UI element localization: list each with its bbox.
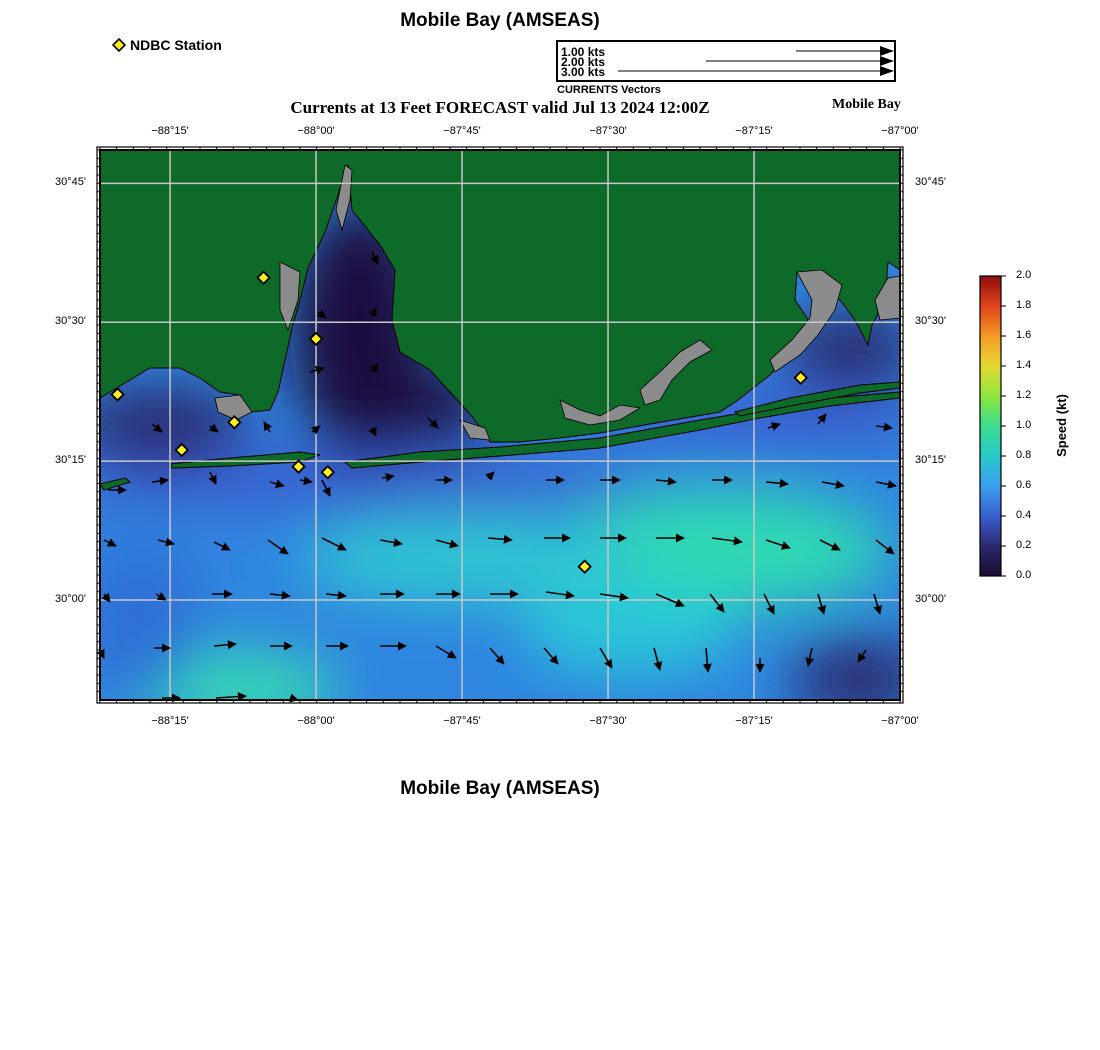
station-diamond-icon	[112, 38, 126, 52]
x-tick-label-top: −88°00'	[297, 125, 335, 137]
y-tick-label-right: 30°45'	[915, 176, 946, 189]
x-tick-label-bottom: −87°15'	[735, 715, 773, 727]
y-tick-label-right: 30°30'	[915, 315, 946, 328]
colorbar-tick-label: 1.4	[1016, 359, 1032, 371]
map-title: Mobile Bay (AMSEAS)	[400, 10, 600, 31]
colorbar-tick-label: 0.0	[1016, 569, 1032, 581]
x-tick-label-top: −87°45'	[443, 125, 481, 137]
colorbar-tick-label: 0.2	[1016, 539, 1032, 551]
colorbar-tick-label: 1.0	[1016, 419, 1032, 431]
vector-scale-3kt: 3.00 kts	[561, 65, 606, 79]
station-legend-label: NDBC Station	[130, 37, 222, 53]
colorbar-title: Speed (kt)	[1053, 394, 1069, 457]
x-tick-label-bottom: −87°45'	[443, 715, 481, 727]
station-legend	[112, 37, 222, 53]
colorbar-tick-label: 1.2	[1016, 389, 1032, 401]
colorbar-tick-label: 1.6	[1016, 329, 1032, 341]
speed-colorbar	[975, 270, 1015, 582]
y-tick-label-left: 30°30'	[55, 315, 86, 328]
colorbar-tick-label: 1.8	[1016, 299, 1032, 311]
y-tick-label-left: 30°00'	[55, 593, 86, 605]
x-tick-label-top: −87°00'	[881, 125, 919, 137]
x-tick-label-bottom: −88°15'	[151, 715, 189, 727]
region-label: Mobile Bay	[832, 97, 901, 112]
x-tick-label-top: −88°15'	[151, 125, 189, 137]
x-tick-label-bottom: −88°00'	[297, 715, 335, 727]
y-tick-label-right: 30°00'	[915, 593, 946, 605]
vector-scale-arrows	[558, 42, 894, 80]
x-tick-label-bottom: −87°30'	[589, 715, 627, 727]
vector-scale-legend	[556, 40, 896, 82]
colorbar-tick-label: 0.6	[1016, 479, 1032, 491]
vector-scale-2kt: 2.00 kts	[561, 55, 606, 69]
y-tick-label-left: 30°45'	[55, 176, 86, 189]
x-tick-label-top: −87°30'	[589, 125, 627, 137]
forecast-subtitle: Currents at 13 Feet FORECAST valid Jul 13 2024 12:00Z	[290, 98, 710, 117]
y-tick-label-left: 30°15'	[55, 454, 86, 467]
footer-title: Mobile Bay (AMSEAS)	[400, 778, 600, 799]
colorbar-tick-label: 2.0	[1016, 269, 1032, 281]
colorbar-tick-label: 0.4	[1016, 509, 1032, 521]
y-tick-label-right: 30°15'	[915, 454, 946, 467]
vector-legend-caption: CURRENTS Vectors	[557, 84, 661, 96]
x-tick-label-bottom: −87°00'	[881, 715, 919, 727]
vector-scale-1kt: 1.00 kts	[561, 45, 606, 59]
colorbar-tick-label: 0.8	[1016, 449, 1032, 461]
currents-map[interactable]	[90, 140, 910, 710]
x-tick-label-top: −87°15'	[735, 125, 773, 137]
